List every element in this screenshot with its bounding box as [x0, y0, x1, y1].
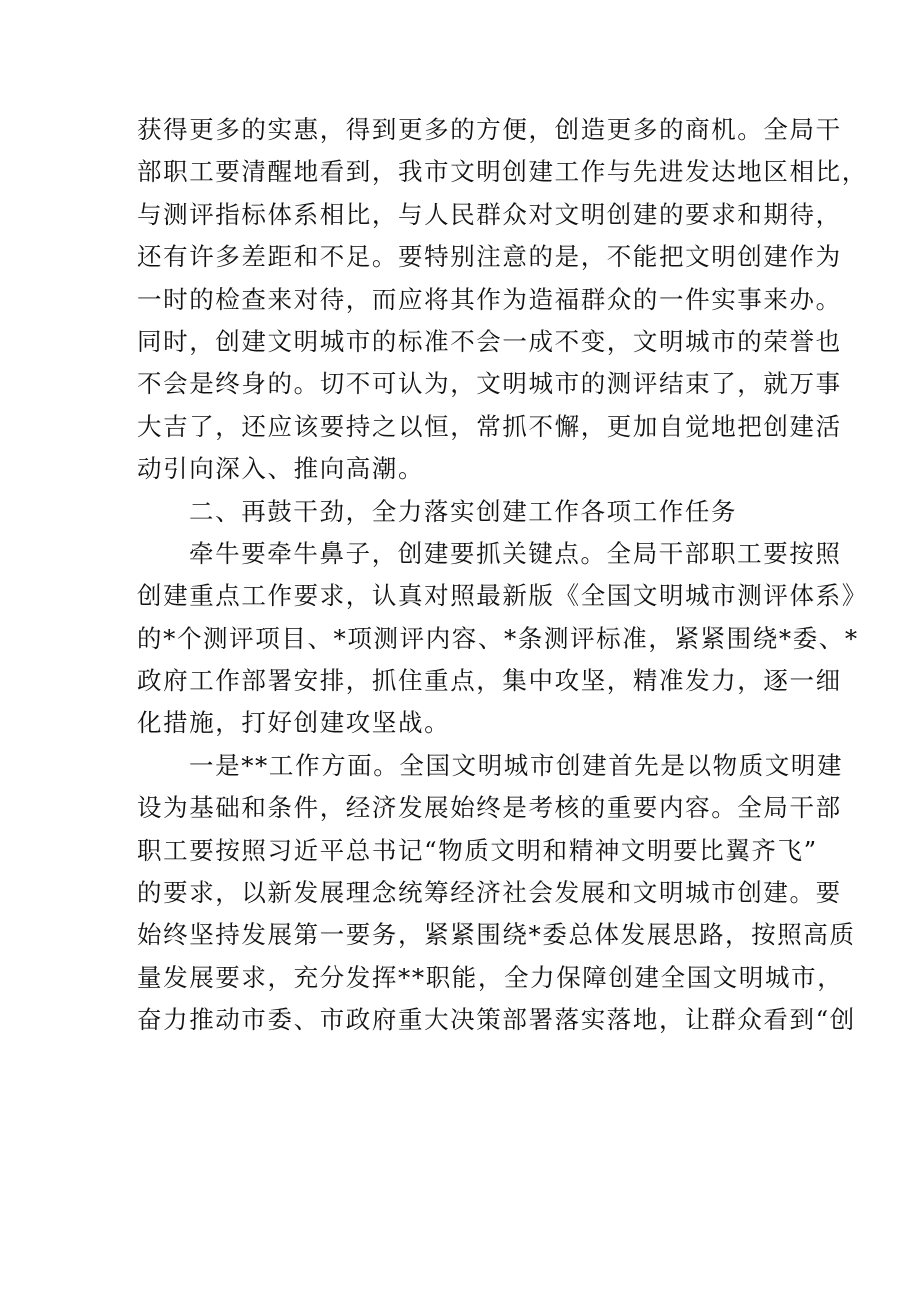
text-line: 与测评指标体系相比，与人民群众对文明创建的要求和期待， [137, 199, 842, 229]
text-line: 同时，创建文明城市的标准不会一成不变，文明城市的荣誉也 [137, 326, 842, 356]
text-line: 部职工要清醒地看到，我市文明创建工作与先进发达地区相比， [137, 157, 868, 187]
text-line: 还有许多差距和不足。要特别注意的是，不能把文明创建作为 [137, 242, 842, 272]
text-line: 的*个测评项目、*项测评内容、*条测评标准，紧紧围绕*委、* [137, 623, 859, 653]
text-line: 一时的检查来对待，而应将其作为造福群众的一件实事来办。 [137, 284, 842, 314]
text-line: 动引向深入、推向高潮。 [137, 454, 425, 484]
text-line: 设为基础和条件，经济发展始终是考核的重要内容。全局干部 [137, 793, 842, 823]
text-line: 始终坚持发展第一要务，紧紧围绕*委总体发展思路，按照高质 [137, 920, 856, 950]
text-line: 的要求，以新发展理念统筹经济社会发展和文明城市创建。要 [137, 878, 842, 908]
paragraph-start-line: 一是**工作方面。全国文明城市创建首先是以物质文明建 [189, 750, 844, 780]
text-line: 不会是终身的。切不可认为，文明城市的测评结束了，就万事 [137, 369, 842, 399]
text-line: 大吉了，还应该要持之以恒，常抓不懈，更加自觉地把创建活 [137, 411, 842, 441]
text-line: 量发展要求，充分发挥**职能，全力保障创建全国文明城市， [137, 962, 844, 992]
body-text [137, 109, 868, 1042]
text-line: 获得更多的实惠，得到更多的方便，创造更多的商机。全局干 [137, 115, 842, 144]
text-line: 创建重点工作要求，认真对照最新版《全国文明城市测评体系》 [137, 581, 868, 611]
paragraph-start-line: 牵牛要牵牛鼻子，创建要抓关键点。全局干部职工要按照 [189, 538, 842, 568]
text-line: 职工要按照习近平总书记“物质文明和精神文明要比翼齐飞” [137, 835, 818, 865]
text-line: 化措施，打好创建攻坚战。 [137, 708, 451, 738]
text-line: 政府工作部署安排，抓住重点，集中攻坚，精准发力，逐一细 [137, 666, 842, 696]
section-heading: 二、再鼓干劲，全力落实创建工作各项工作任务 [189, 496, 738, 526]
text-line: 奋力推动市委、市政府重大决策部署落实落地，让群众看到“创 [137, 1005, 856, 1035]
